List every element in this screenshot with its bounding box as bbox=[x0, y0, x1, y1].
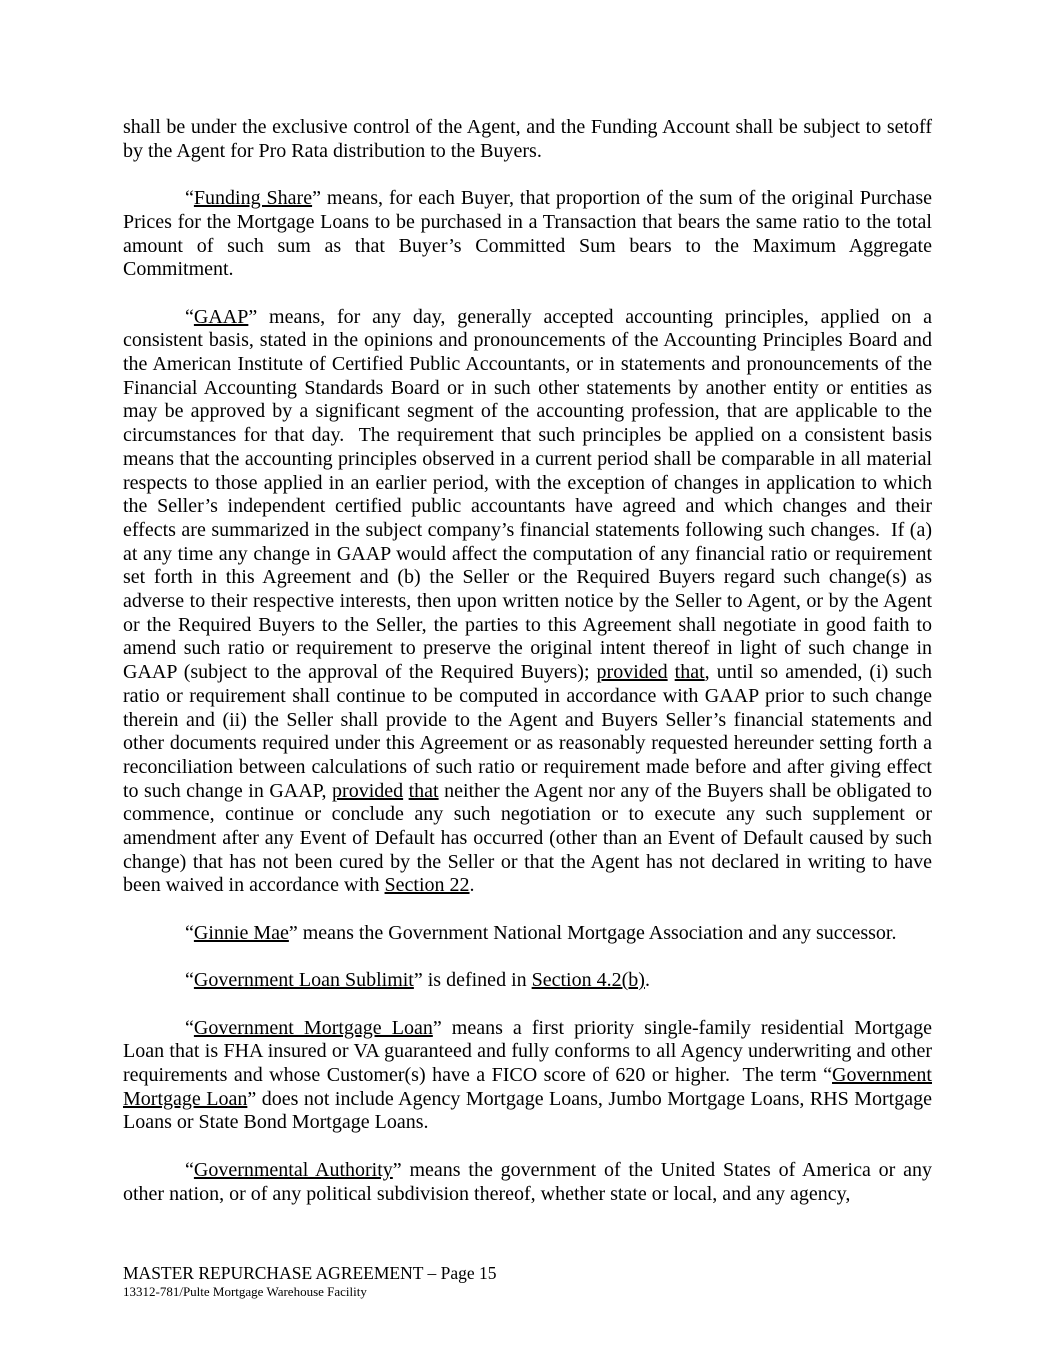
text-segment: “ bbox=[185, 1016, 194, 1039]
paragraph-3 bbox=[123, 306, 932, 899]
underlined-term: that bbox=[408, 779, 439, 802]
text-segment: “ bbox=[185, 921, 194, 944]
underlined-term: Section 22 bbox=[384, 874, 470, 897]
text-segment: ” means the Government National Mortgage Association and any successor. bbox=[288, 921, 897, 944]
text-segment: “ bbox=[185, 1158, 194, 1181]
document-body bbox=[123, 116, 932, 1230]
footer-matter-reference: 13312-781/Pulte Mortgage Warehouse Facility bbox=[123, 1284, 367, 1299]
page-footer bbox=[123, 1262, 497, 1300]
paragraph-7 bbox=[123, 1159, 932, 1206]
underlined-term: Ginnie Mae bbox=[193, 921, 289, 944]
paragraph-1 bbox=[123, 116, 932, 163]
text-segment: “ bbox=[185, 305, 194, 328]
underlined-term: Governmental Authority bbox=[193, 1158, 393, 1181]
underlined-term: provided bbox=[332, 779, 404, 802]
paragraph-6 bbox=[123, 1017, 932, 1136]
underlined-term: Government Loan Sublimit bbox=[193, 969, 414, 992]
paragraph-4 bbox=[123, 922, 932, 946]
underlined-term: provided bbox=[596, 661, 668, 684]
text-segment: ” is defined in bbox=[413, 969, 532, 992]
text-segment: ” means a first priority single-family residential Mortgage Loan that is FHA insured or VA guaranteed and fully conforms to all Agency underwriting and other requirements and whose Customer(s) have a FICO score of 620 or higher. The term “ bbox=[123, 1016, 932, 1087]
text-segment: ” means, for any day, generally accepted accounting principles, applied on a consistent basis, stated in the opinions and pronouncements of the Accounting Principles Board and the American Institute of Certified Public Accountants, or in statements and pronouncements of the Financial Accounting Standards Board or in such other statements by another entity or entities as may be approved by a significant segment of the accounting profession, that are applicable to the circumstances for that day. The requirement that such principles be applied on a consistent basis means that the accounting principles observed in a current period shall be comparable in all material respects to those applied in an earlier period, with the exception of changes in application to which the Seller’s independent certified public accountants have agreed and which changes and their effects are summarized in the subject company’s financial statements following such changes. If (a) at any time any change in GAAP would affect the computation of any financial ratio or requirement set forth in this Agreement and (b) the Seller or the Required Buyers regard such change(s) as adverse to their respective interests, then upon written notice by the Seller to Agent, or by the Agent or the Required Buyers to the Seller, the parties to this Agreement shall negotiate in good faith to amend such ratio or requirement to preserve the original intent thereof in light of such change in GAAP (subject to the approval of the Required Buyers); bbox=[123, 305, 932, 684]
text-segment: ” means, for each Buyer, that proportion of the sum of the original Purchase Prices for the Mortgage Loans to be purchased in a Transaction that bears the same ratio to the total amount of such sum as that Buyer’s Committed Sum bears to the Maximum Aggregate Commitment. bbox=[123, 187, 932, 281]
underlined-term: Funding Share bbox=[193, 187, 313, 210]
text-segment: “ bbox=[185, 969, 194, 992]
text-segment: ” means the government of the United States of America or any other nation, or of any political subdivision thereof, whether state or local, and any agency, bbox=[123, 1158, 932, 1205]
text-segment bbox=[668, 661, 675, 683]
text-segment: shall be under the exclusive control of the Agent, and the Funding Account shall be subject to setoff by the Agent for Pro Rata distribution to the Buyers. bbox=[123, 116, 932, 162]
text-segment: . bbox=[644, 969, 650, 992]
text-segment: “ bbox=[185, 187, 194, 210]
text-segment: , until so amended, (i) such ratio or requirement shall continue to be computed in accordance with GAAP prior to such change therein and (ii) the Seller shall provide to the Agent and Buyers Seller’s financial statements and other documents required under this Agreement or as reasonably requested hereunder setting forth a reconciliation between calculations of such ratio or requirement made before and after giving effect to such change in GAAP, bbox=[123, 661, 933, 802]
text-segment: neither the Agent nor any of the Buyers shall be obligated to commence, continue or conclude any such negotiation or to execute any such supplement or amendment after any Event of Default has occurred (other than an Event of Default caused by such change) that has not been cured by the Seller or that the Agent has not declared in writing to have been waived in accordance with bbox=[123, 779, 933, 897]
underlined-term: Section 4.2(b) bbox=[531, 969, 645, 992]
underlined-term: GAAP bbox=[193, 305, 249, 328]
underlined-term: Government Mortgage Loan bbox=[123, 1064, 932, 1110]
paragraph-5 bbox=[123, 969, 932, 993]
text-segment: ” does not include Agency Mortgage Loans, Jumbo Mortgage Loans, RHS Mortgage Loans or State Bond Mortgage Loans. bbox=[123, 1087, 932, 1134]
footer-title: MASTER REPURCHASE AGREEMENT – Page 15 bbox=[123, 1263, 497, 1283]
text-segment: . bbox=[469, 874, 475, 897]
paragraph-2 bbox=[123, 187, 932, 282]
underlined-term: that bbox=[674, 661, 705, 684]
underlined-term: Government Mortgage Loan bbox=[193, 1016, 433, 1039]
